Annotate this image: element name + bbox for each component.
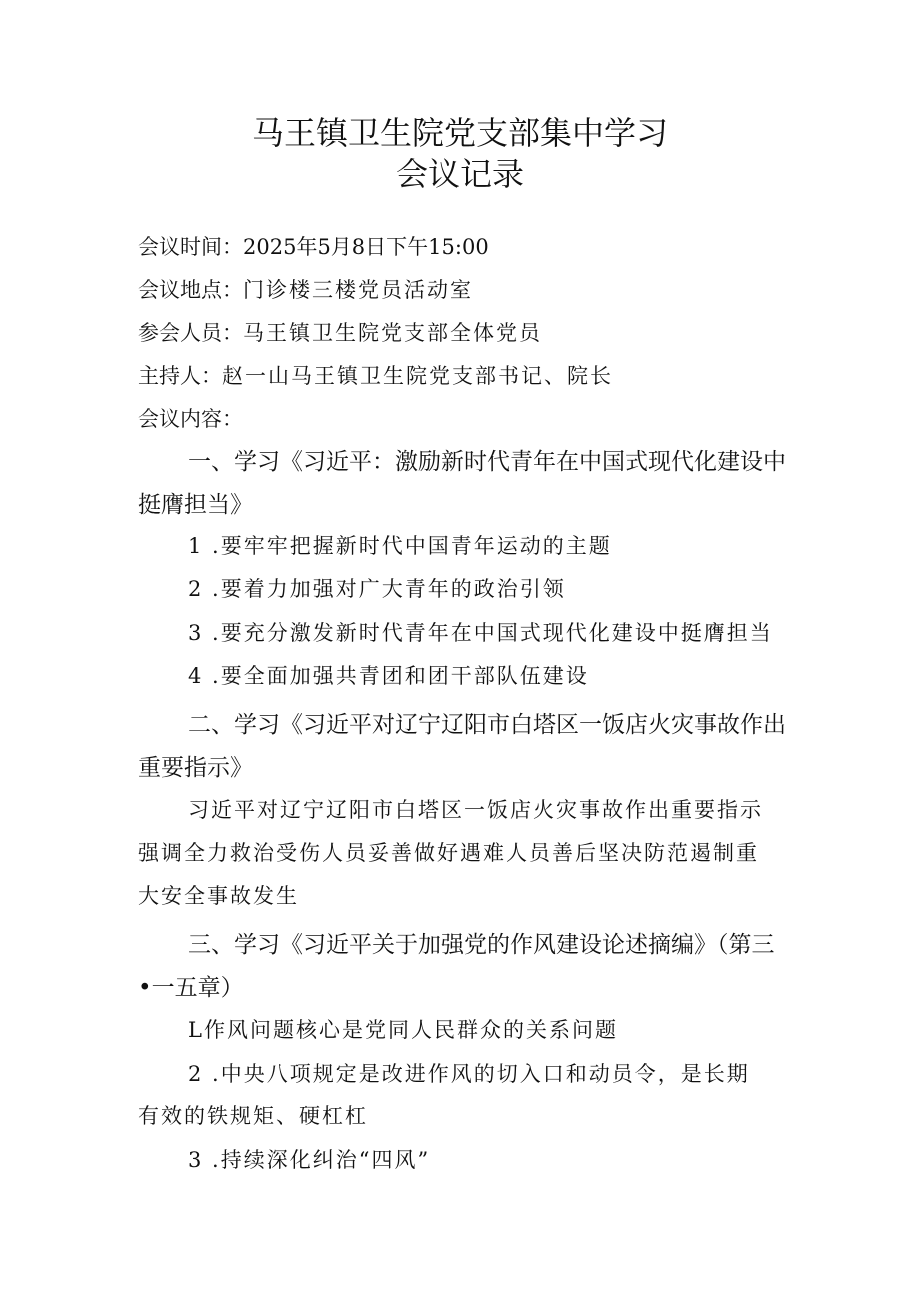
host-row [138,361,613,391]
content-label-row [138,404,243,434]
document-title-line1: 马王镇卫生院党支部集中学习 [251,114,668,152]
section-2-heading-line2: 重要指示》 [138,755,253,781]
section-1-item-1: 1 .要牢牢把握新时代中国青年运动的主题 [188,534,612,558]
section-3-item-2-cont: 有效的铁规矩、硬杠杠 [138,1104,368,1128]
section-3-heading-line1: 三、学习《习近平关于加强党的作风建设论述摘编》（第三 [188,932,775,958]
meeting-place-label: 会议地点： [138,278,243,302]
attendees-row [138,318,542,348]
meeting-place-row [138,275,473,305]
section-1-item-4: 4 .要全面加强共青团和团干部队伍建设 [188,664,589,688]
content-label: 会议内容： [138,407,243,431]
section-1-heading-line2: 挺膺担当》 [138,492,253,518]
section-3-item-3: 3 .持续深化纠治“四风” [188,1148,431,1172]
section-2-body-line2: 强调全力救治受伤人员妥善做好遇难人员善后坚决防范遏制重 [138,841,759,865]
section-2-body-line1: 习近平对辽宁辽阳市白塔区一饭店火灾事故作出重要指示 [188,798,763,822]
section-2-body-line3: 大安全事故发生 [138,884,299,908]
attendees-label: 参会人员： [138,321,243,345]
document-title-line2: 会议记录 [395,155,524,193]
host-label: 主持人： [138,364,222,388]
section-1-item-3: 3 .要充分激发新时代青年在中国式现代化建设中挺膺担当 [188,621,773,645]
meeting-time-label: 会议时间： [138,235,243,259]
section-1-item-2: 2 .要着力加强对广大青年的政治引领 [188,577,566,601]
section-3-item-1: L作风问题核心是党同人民群众的关系问题 [188,1018,618,1042]
section-3-heading-line2: •一五章） [138,975,244,1001]
attendees-value: 马王镇卫生院党支部全体党员 [243,321,542,345]
meeting-place-value: 门诊楼三楼党员活动室 [243,278,473,302]
section-2-heading-line1: 二、学习《习近平对辽宁辽阳市白塔区一饭店火灾事故作出 [188,712,786,738]
meeting-time-value: 2025年5月8日下午15:00 [243,235,489,259]
section-3-item-2: 2 .中央八项规定是改进作风的切入口和动员令，是长期 [188,1062,750,1086]
meeting-time-row [138,232,489,262]
host-value: 赵一山马王镇卫生院党支部书记、院长 [222,364,613,388]
section-1-heading-line1: 一、学习《习近平：激励新时代青年在中国式现代化建设中 [188,449,786,475]
